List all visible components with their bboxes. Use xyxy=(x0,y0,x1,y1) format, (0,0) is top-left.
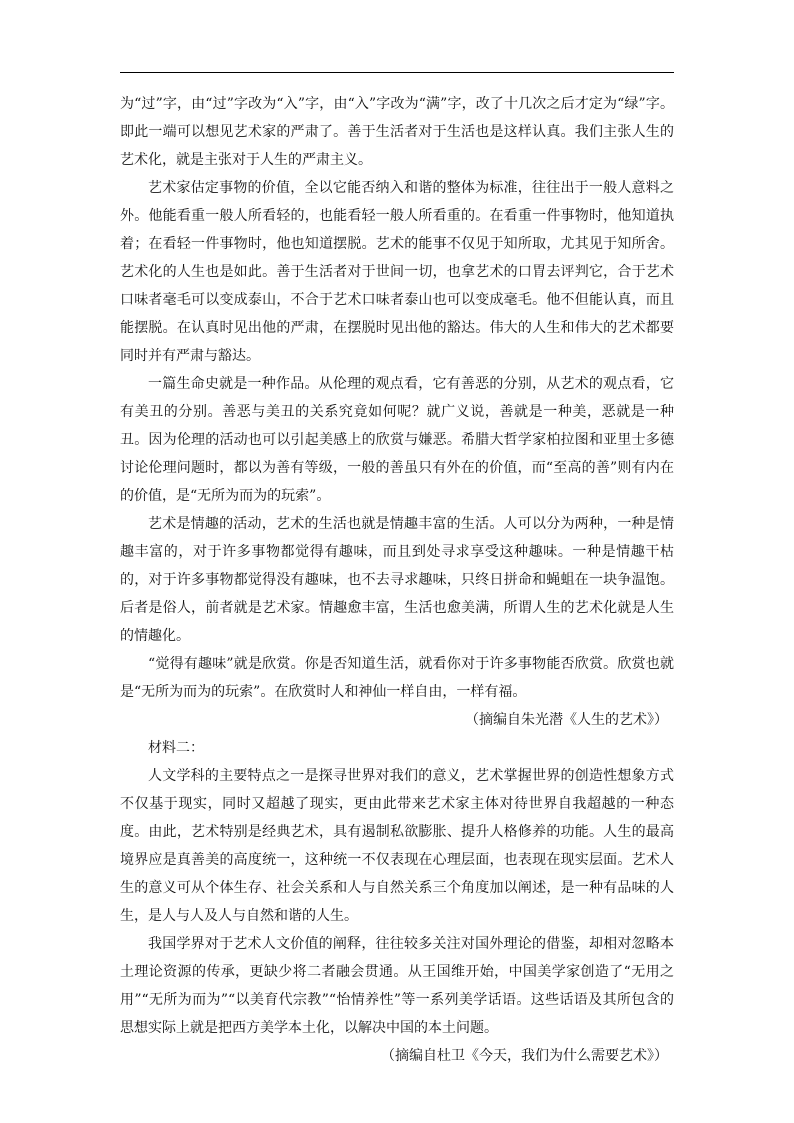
paragraph-interest-activity: 艺术是情趣的活动，艺术的生活也就是情趣丰富的生活。人可以分为两种，一种是情趣丰富的，对于许多事物都觉得有趣味，而且到处寻求享受这种趣味。一种是情趣干枯的，对于许多事物都觉得没有趣味，也不去寻求趣味，只终日拼命和蝇蛆在一块争温饱。后者是俗人，前者就是艺术家。情趣愈丰富，生活也愈美满，所谓人生的艺术化就是人生的情趣化。 xyxy=(120,516,674,644)
material-2-heading: 材料二： xyxy=(148,740,204,756)
paragraph-appreciation: “觉得有趣味”就是欣赏。你是否知道生活，就看你对于许多事物能否欣赏。欣赏也就是“无所为而为的玩索”。在欣赏时人和神仙一样自由，一样有福。 xyxy=(120,656,674,700)
source-citation-1: （摘编自朱光潜《人生的艺术》） xyxy=(465,712,668,728)
document-body xyxy=(120,90,674,1070)
paragraph-continuation: 为“过”字，由“过”字改为“入”字，由“入”字改为“满”字，改了十几次之后才定为“绿”字。即此一端可以想见艺术家的严肃了。善于生活者对于生活也是这样认真。我们主张人生的艺术化，就是主张对于人生的严肃主义。 xyxy=(120,96,674,168)
header-rule xyxy=(120,72,674,73)
paragraph-artist-values: 艺术家估定事物的价值，全以它能否纳入和谐的整体为标准，往往出于一般人意料之外。他能看重一般人所看轻的，也能看轻一般人所看重的。在看重一件事物时，他知道执着；在看轻一件事物时，他也知道摆脱。艺术的能事不仅见于知所取，尤其见于知所舍。艺术化的人生也是如此。善于生活者对于世间一切，也拿艺术的口胃去评判它，合于艺术口味者毫毛可以变成泰山，不合于艺术口味者泰山也可以变成毫毛。他不但能认真，而且能摆脱。在认真时见出他的严肃，在摆脱时见出他的豁达。伟大的人生和伟大的艺术都要同时并有严肃与豁达。 xyxy=(120,180,674,364)
paragraph-life-history: 一篇生命史就是一种作品。从伦理的观点看，它有善恶的分别，从艺术的观点看，它有美丑的分别。善恶与美丑的关系究竟如何呢？就广义说，善就是一种美，恶就是一种丑。因为伦理的活动也可以引起美感上的欣赏与嫌恶。希腊大哲学家柏拉图和亚里士多德讨论伦理问题时，都以为善有等级，一般的善虽只有外在的价值，而“至高的善”则有内在的价值，是“无所为而为的玩索”。 xyxy=(120,376,674,504)
source-citation-2: （摘编自杜卫《今天，我们为什么需要艺术》） xyxy=(381,1048,668,1064)
paragraph-academia: 我国学界对于艺术人文价值的阐释，往往较多关注对国外理论的借鉴，却相对忽略本土理论资源的传承，更缺少将二者融会贯通。从王国维开始，中国美学家创造了“无用之用”“无所为而为”“以美育代宗教”“怡情养性”等一系列美学话语。这些话语及其所包含的思想实际上就是把西方美学本土化，以解决中国的本土问题。 xyxy=(120,936,674,1036)
paragraph-humanities: 人文学科的主要特点之一是探寻世界对我们的意义，艺术掌握世界的创造性想象方式不仅基于现实，同时又超越了现实，更由此带来艺术家主体对待世界自我超越的一种态度。由此，艺术特别是经典艺术，具有遏制私欲膨胀、提升人格修养的功能。人生的最高境界应是真善美的高度统一，这种统一不仅表现在心理层面，也表现在现实层面。艺术人生的意义可从个体生存、社会关系和人与自然关系三个角度加以阐述，是一种有品味的人生，是人与人及人与自然和谐的人生。 xyxy=(120,768,674,924)
